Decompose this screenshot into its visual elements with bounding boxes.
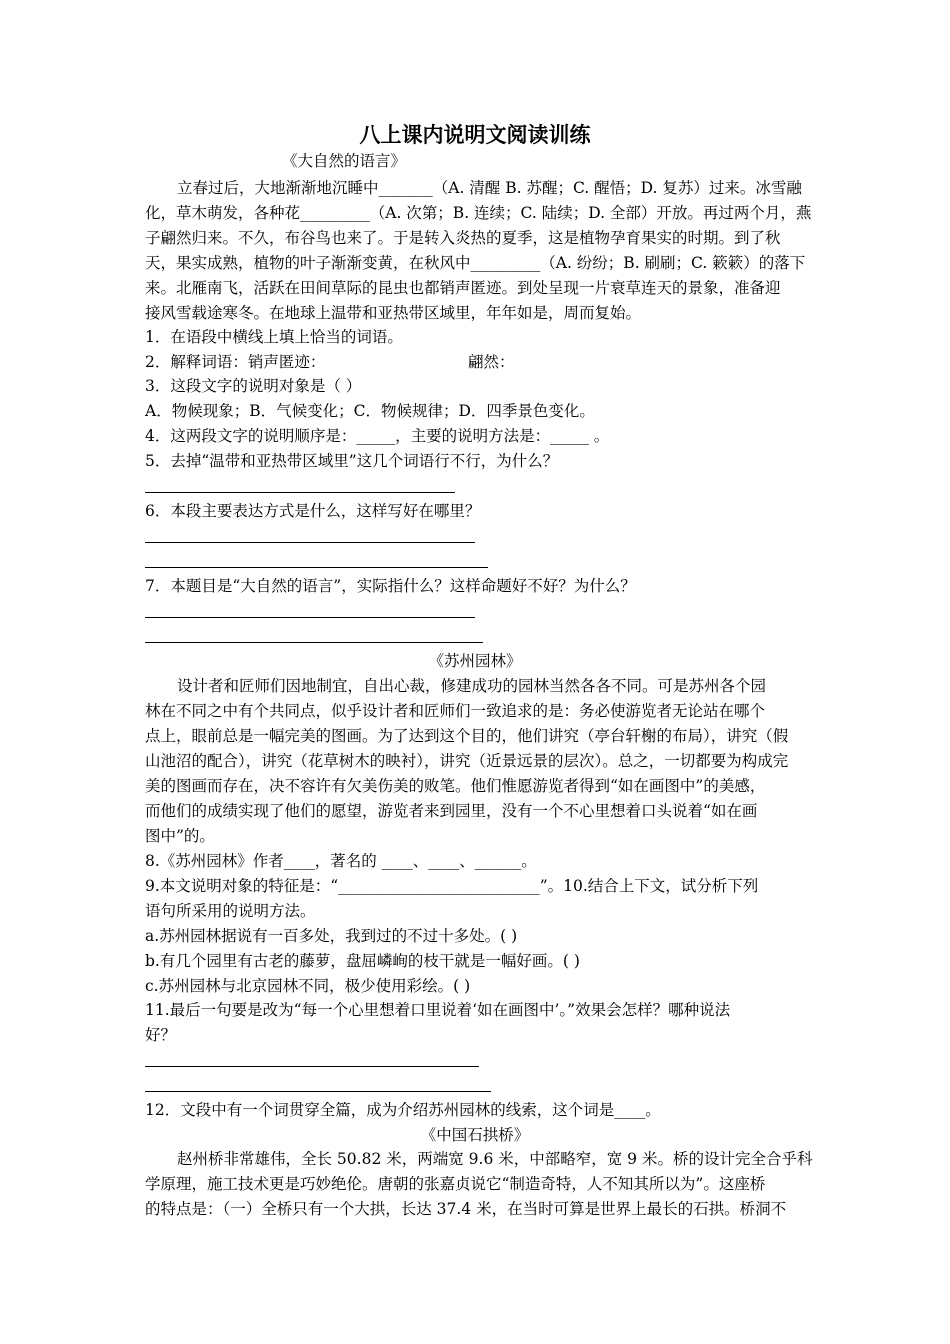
question-10-cont: 语句所采用的说明方法。 <box>145 902 316 920</box>
answer-line[interactable] <box>145 492 455 493</box>
question-3: 3．这段文字的说明对象是（ ） <box>145 377 362 395</box>
answer-line[interactable] <box>145 1066 479 1067</box>
question-8: 8.《苏州园林》作者____，著名的 ____、____、______。 <box>145 852 537 870</box>
document-title: 八上课内说明文阅读训练 <box>359 122 591 147</box>
section3-para-line: 赵州桥非常雄伟，全长 50.82 米，两端宽 9.6 米，中部略窄，宽 9 米。桥的设计完全合乎科 <box>177 1150 813 1168</box>
question-10c: c.苏州园林与北京园林不同，极少使用彩绘。( ) <box>145 977 471 995</box>
section2-para-line: 美的图画而存在，决不容许有欠美伤美的败笔。他们惟愿游览者得到“如在画图中”的美感， <box>145 777 766 795</box>
question-1: 1．在语段中横线上填上恰当的词语。 <box>145 328 403 346</box>
question-3-options: A．物候现象；B．气候变化；C．物候规律；D．四季景色变化。 <box>145 402 595 420</box>
question-2-term-b: 翩然： <box>468 353 515 371</box>
section2-para-line: 而他们的成绩实现了他们的愿望，游览者来到园里，没有一个不心里想着口头说着“如在画 <box>145 802 758 820</box>
section1-heading: 《大自然的语言》 <box>282 152 407 170</box>
question-5: 5．去掉“温带和亚热带区域里”这几个词语行不行，为什么？ <box>145 452 559 470</box>
section2-heading: 《苏州园林》 <box>428 652 522 670</box>
question-2-term-a: 2．解释词语：销声匿迹： <box>145 353 326 371</box>
section2-para-line: 设计者和匠师们因地制宜，自出心裁，修建成功的园林当然各各不同。可是苏州各个园 <box>177 677 767 695</box>
answer-line[interactable] <box>145 567 488 568</box>
section2-para-line: 林在不同之中有个共同点，似乎设计者和匠师们一致追求的是：务必使游览者无论站在哪个 <box>145 702 766 720</box>
section1-para-line: 接风雪载途寒冬。在地球上温带和亚热带区域里，年年如是，周而复始。 <box>145 304 642 322</box>
answer-line[interactable] <box>145 542 475 543</box>
section1-para-line: 天，果实成熟，植物的叶子渐渐变黄，在秋风中_________（A. 纷纷；B. 刷刷；C. 簌簌）的落下 <box>145 254 806 272</box>
question-6: 6．本段主要表达方式是什么，这样写好在哪里？ <box>145 502 481 520</box>
section1-para-line: 立春过后，大地渐渐地沉睡中_______（A. 清醒 B. 苏醒；C. 醒悟；D. 复苏）过来。冰雪融 <box>177 179 802 197</box>
section2-para-line: 图中”的。 <box>145 827 215 845</box>
question-9-10: 9.本文说明对象的特征是：“__________________________”。10.结合上下文，试分析下列 <box>145 877 759 895</box>
section3-para-line: 的特点是：（一）全桥只有一个大拱，长达 37.4 米，在当时可算是世界上最长的石拱。桥洞不 <box>145 1200 787 1218</box>
answer-line[interactable] <box>145 1091 491 1092</box>
section2-para-line: 点上，眼前总是一幅完美的图画。为了达到这个目的，他们讲究（亭台轩榭的布局），讲究（假 <box>145 727 789 745</box>
section2-para-line: 山池沼的配合），讲究（花草树木的映衬），讲究（近景远景的层次）。总之，一切都要为构成完 <box>145 752 789 770</box>
section1-para-line: 来。北雁南飞，活跃在田间草际的昆虫也都销声匿迹。到处呈现一片衰草连天的景象，准备迎 <box>145 279 781 297</box>
question-10b: b.有几个园里有古老的藤萝，盘屈嶙峋的枝干就是一幅好画。( ) <box>145 952 580 970</box>
question-7: 7．本题目是“大自然的语言”，实际指什么？这样命题好不好？为什么？ <box>145 577 636 595</box>
answer-line[interactable] <box>145 617 475 618</box>
section1-para-line: 子翩然归来。不久，布谷鸟也来了。于是转入炎热的夏季，这是植物孕育果实的时期。到了秋 <box>145 229 781 247</box>
section1-para-line: 化，草木萌发，各种花_________（A. 次第；B. 连续；C. 陆续；D. 全部）开放。再过两个月，燕 <box>145 204 812 222</box>
question-12: 12．文段中有一个词贯穿全篇，成为介绍苏州园林的线索，这个词是____。 <box>145 1101 661 1119</box>
question-11: 11.最后一句要是改为“每一个心里想着口里说着‘如在画图中’。”效果会怎样？哪种说法 <box>145 1001 731 1019</box>
answer-line[interactable] <box>145 642 483 643</box>
question-11-cont: 好？ <box>145 1026 177 1044</box>
question-10a: a.苏州园林据说有一百多处，我到过的不过十多处。( ) <box>145 927 518 945</box>
section3-heading: 《中国石拱桥》 <box>420 1126 530 1144</box>
question-4: 4．这两段文字的说明顺序是：_____，主要的说明方法是：_____ 。 <box>145 427 610 445</box>
section3-para-line: 学原理，施工技术更是巧妙绝伦。唐朝的张嘉贞说它“制造奇特，人不知其所以为”。这座桥 <box>145 1175 766 1193</box>
